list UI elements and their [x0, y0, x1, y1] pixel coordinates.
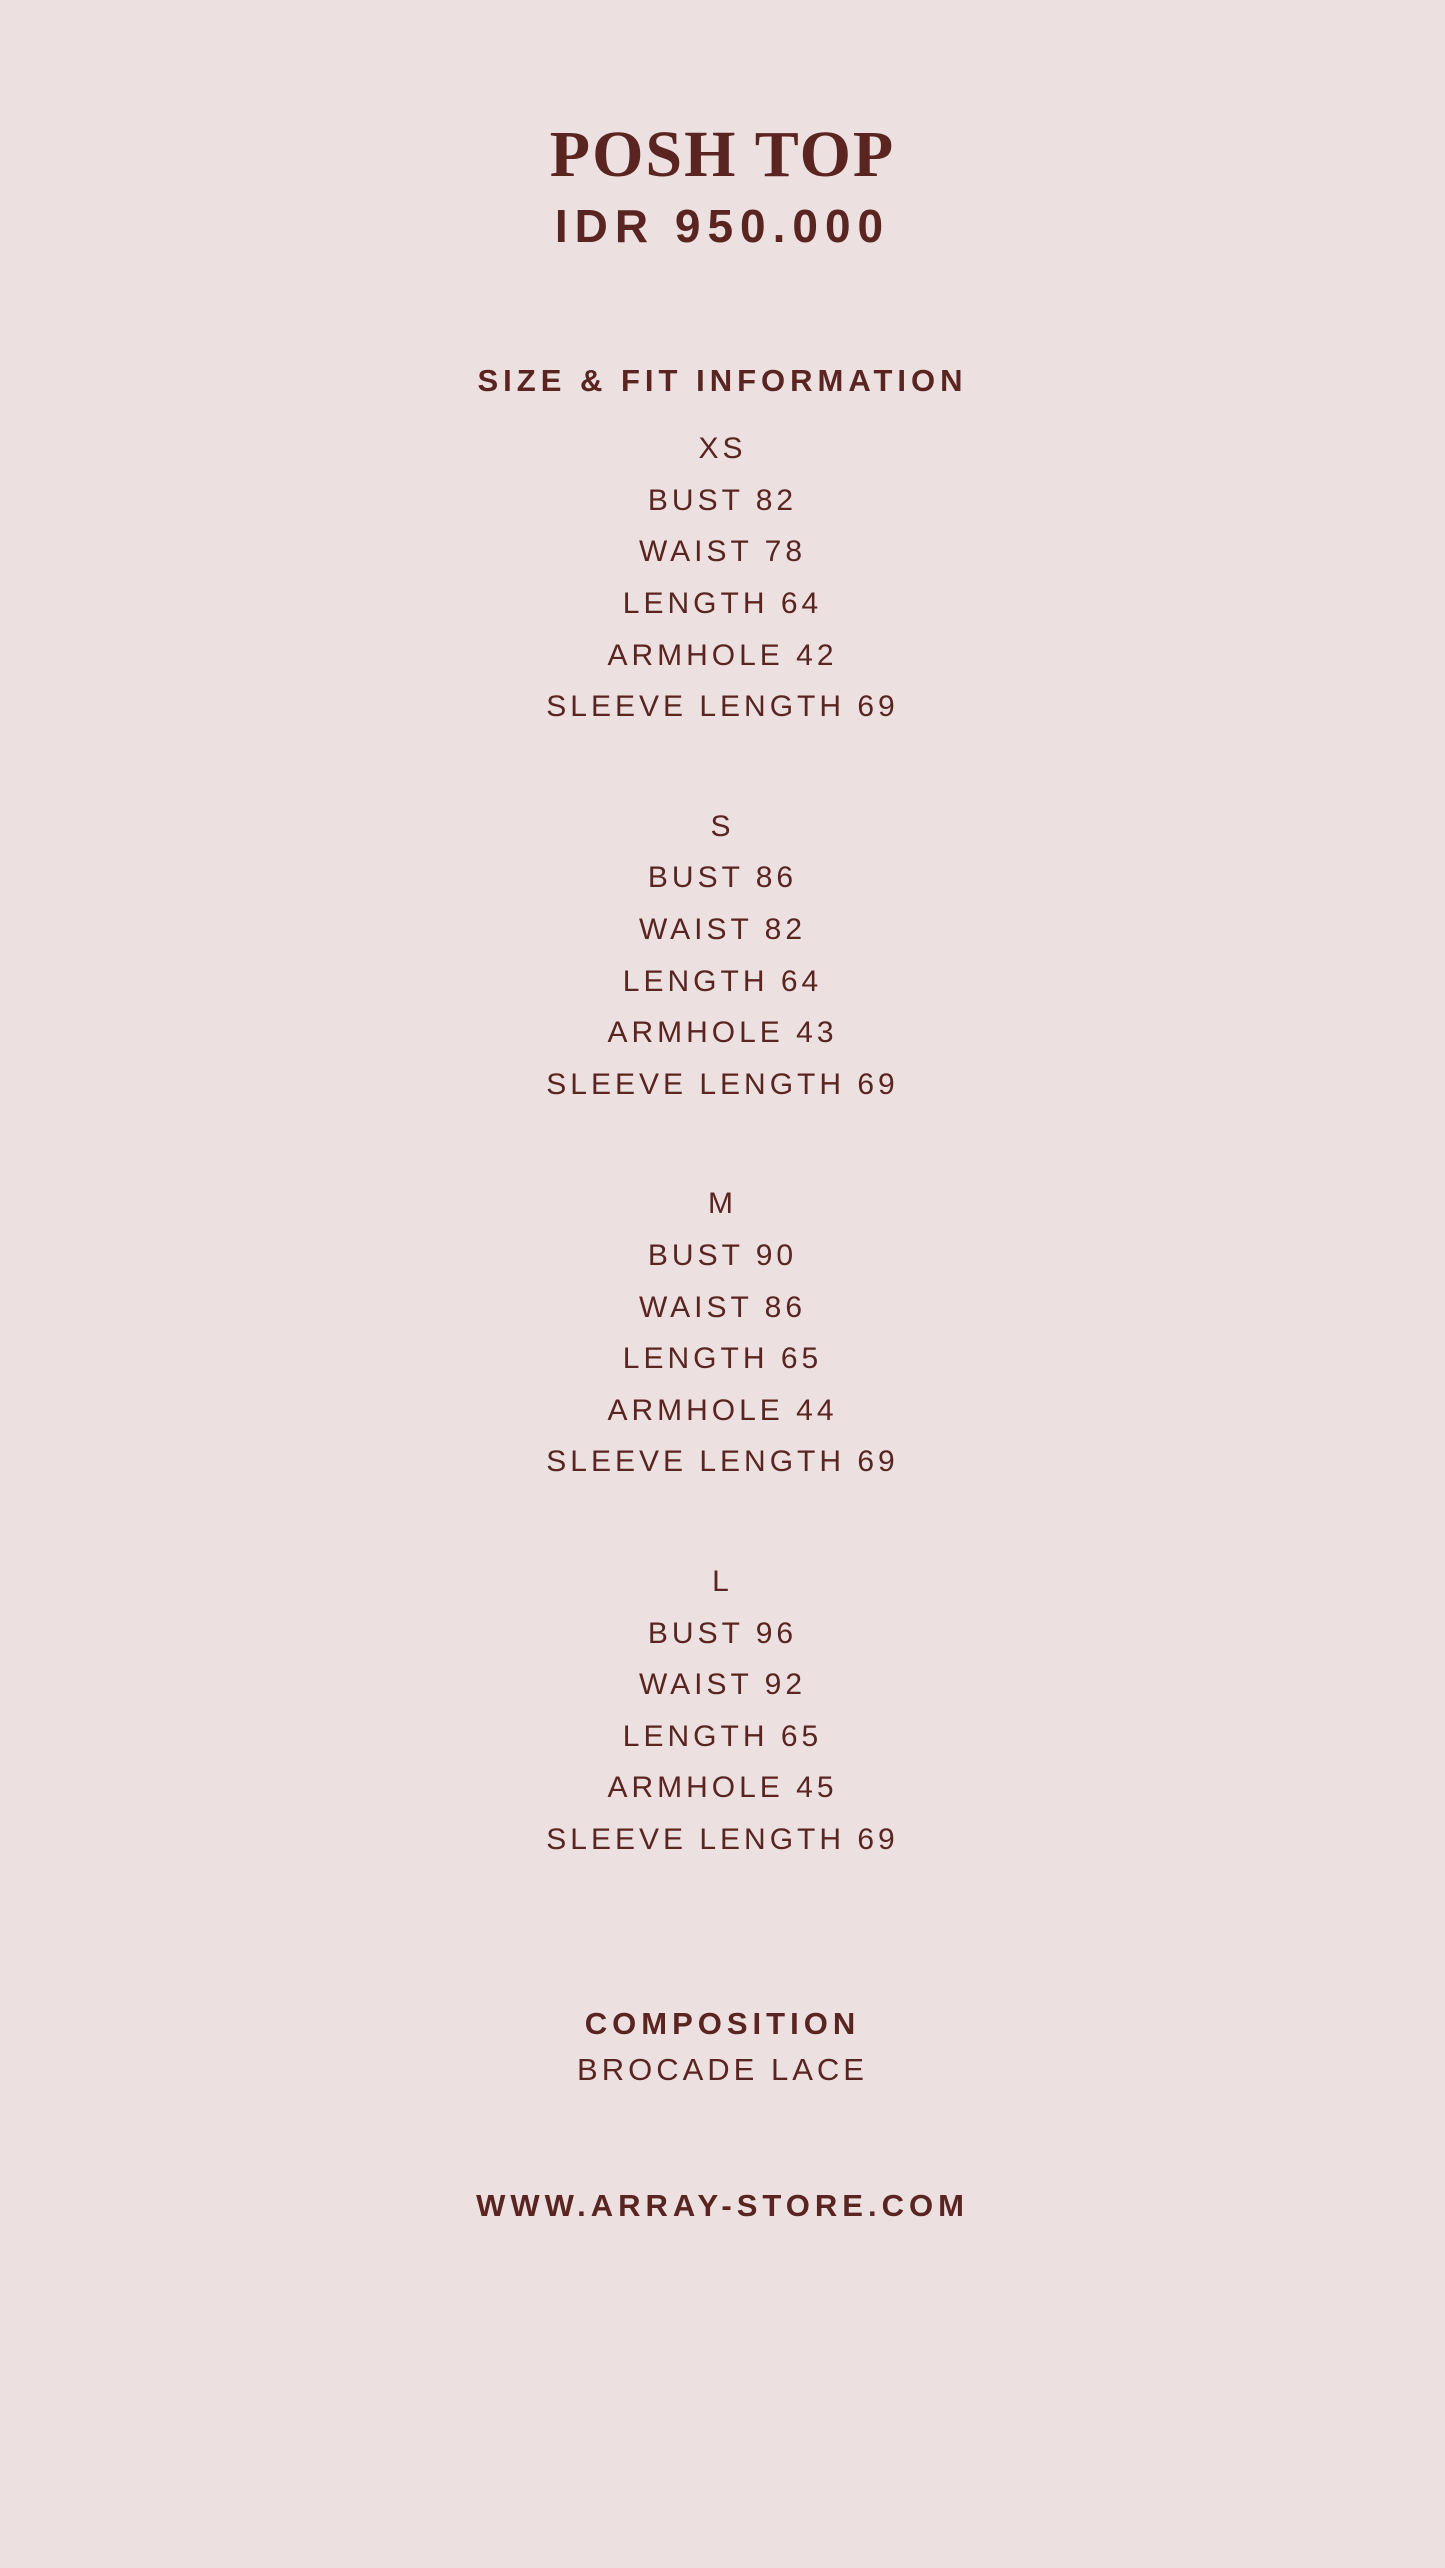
- size-fit-heading: SIZE & FIT INFORMATION: [477, 363, 968, 399]
- composition-value: BROCADE LACE: [577, 2051, 868, 2087]
- size-block-s: [546, 801, 898, 1111]
- measurement-length: LENGTH 64: [622, 964, 823, 998]
- measurement-armhole: ARMHOLE 45: [607, 1771, 838, 1805]
- size-block-l: [546, 1556, 898, 1866]
- measurement-bust: BUST 82: [647, 483, 798, 517]
- measurement-armhole: ARMHOLE 43: [607, 1016, 838, 1050]
- measurement-waist: WAIST 92: [638, 1668, 807, 1702]
- measurement-sleeve-length: SLEEVE LENGTH 69: [546, 1822, 899, 1856]
- page-title: POSH TOP: [549, 118, 896, 191]
- measurement-armhole: ARMHOLE 44: [607, 1393, 838, 1427]
- measurement-waist: WAIST 86: [638, 1290, 807, 1324]
- measurement-length: LENGTH 65: [622, 1342, 823, 1376]
- size-label: XS: [698, 432, 747, 466]
- product-price: IDR 950.000: [554, 200, 891, 253]
- measurement-bust: BUST 96: [647, 1616, 798, 1650]
- measurement-bust: BUST 90: [647, 1239, 798, 1273]
- measurement-length: LENGTH 64: [622, 587, 823, 621]
- measurement-waist: WAIST 78: [638, 535, 807, 569]
- measurement-armhole: ARMHOLE 42: [607, 638, 838, 672]
- measurement-waist: WAIST 82: [638, 913, 807, 947]
- measurement-bust: BUST 86: [647, 861, 798, 895]
- website-url[interactable]: WWW.ARRAY-STORE.COM: [476, 2187, 969, 2223]
- measurement-sleeve-length: SLEEVE LENGTH 69: [546, 690, 899, 724]
- measurement-sleeve-length: SLEEVE LENGTH 69: [546, 1445, 899, 1479]
- measurement-length: LENGTH 65: [622, 1719, 823, 1753]
- measurement-sleeve-length: SLEEVE LENGTH 69: [546, 1067, 899, 1101]
- composition-heading: COMPOSITION: [584, 2005, 861, 2041]
- size-block-xs: [546, 423, 898, 733]
- size-label: M: [708, 1187, 737, 1221]
- size-label: L: [712, 1564, 733, 1598]
- size-label: S: [710, 809, 735, 843]
- size-block-m: [546, 1178, 898, 1488]
